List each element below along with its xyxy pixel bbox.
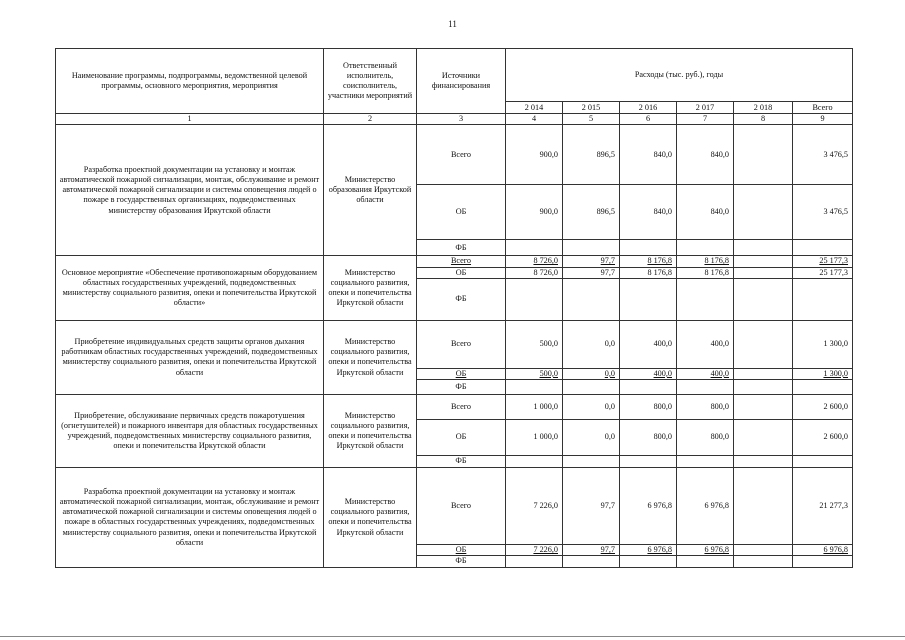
value-cell xyxy=(677,380,734,395)
value-cell: 1 300,0 xyxy=(793,368,853,379)
value-cell xyxy=(793,278,853,320)
value-cell: 800,0 xyxy=(677,420,734,456)
value-cell xyxy=(620,380,677,395)
column-number: 9 xyxy=(793,114,853,125)
value-cell: 2 600,0 xyxy=(793,395,853,420)
value-cell: 840,0 xyxy=(677,125,734,185)
header-year: 2 015 xyxy=(563,102,620,114)
value-cell xyxy=(734,320,793,368)
finance-source: ОБ xyxy=(417,267,506,278)
value-cell xyxy=(734,185,793,240)
page-number: 11 xyxy=(448,19,457,29)
column-number: 1 xyxy=(56,114,324,125)
value-cell xyxy=(506,556,563,567)
value-cell: 1 000,0 xyxy=(506,395,563,420)
value-cell: 6 976,8 xyxy=(793,545,853,556)
program-name: Разработка проектной документации на установку и монтаж автоматической пожарной сигнализации, монтаж, обслуживание и ремонт автоматической пожарной сигнализации и системы оповещения людей о пожаре в государственных организациях, подведомственных министерству образования Иркутской области xyxy=(56,125,324,256)
value-cell: 500,0 xyxy=(506,368,563,379)
value-cell xyxy=(620,278,677,320)
value-cell: 7 226,0 xyxy=(506,468,563,545)
column-number: 6 xyxy=(620,114,677,125)
value-cell: 800,0 xyxy=(620,395,677,420)
finance-source: ОБ xyxy=(417,185,506,240)
column-number: 7 xyxy=(677,114,734,125)
value-cell: 1 300,0 xyxy=(793,320,853,368)
value-cell: 21 277,3 xyxy=(793,468,853,545)
finance-source: ФБ xyxy=(417,380,506,395)
value-cell: 800,0 xyxy=(677,395,734,420)
value-cell xyxy=(734,278,793,320)
value-cell xyxy=(563,556,620,567)
value-cell xyxy=(563,456,620,468)
header-name: Наименование программы, подпрограммы, ведомственной целевой программы, основного мероприятия, мероприятия xyxy=(56,49,324,114)
value-cell: 7 226,0 xyxy=(506,545,563,556)
value-cell xyxy=(677,278,734,320)
value-cell: 500,0 xyxy=(506,320,563,368)
finance-source: ОБ xyxy=(417,420,506,456)
table-row xyxy=(56,468,853,545)
table-row xyxy=(56,125,853,185)
finance-source: ОБ xyxy=(417,545,506,556)
column-number: 5 xyxy=(563,114,620,125)
value-cell: 8 176,8 xyxy=(677,267,734,278)
header-source: Источники финансирования xyxy=(417,49,506,114)
header-year: 2 016 xyxy=(620,102,677,114)
value-cell xyxy=(734,267,793,278)
value-cell xyxy=(734,395,793,420)
responsible-executor: Министерство образования Иркутской области xyxy=(324,125,417,256)
value-cell: 97,7 xyxy=(563,256,620,267)
value-cell xyxy=(793,240,853,256)
value-cell xyxy=(793,380,853,395)
header-expenses: Расходы (тыс. руб.), годы xyxy=(506,49,853,102)
value-cell: 896,5 xyxy=(563,185,620,240)
value-cell xyxy=(793,456,853,468)
value-cell xyxy=(734,456,793,468)
value-cell xyxy=(620,556,677,567)
value-cell xyxy=(677,456,734,468)
value-cell: 97,7 xyxy=(563,545,620,556)
value-cell: 6 976,8 xyxy=(620,545,677,556)
value-cell: 97,7 xyxy=(563,468,620,545)
value-cell xyxy=(734,556,793,567)
value-cell xyxy=(620,240,677,256)
table-row xyxy=(56,320,853,368)
finance-source: ФБ xyxy=(417,556,506,567)
header-responsible: Ответственный исполнитель, соисполнитель, участники мероприятий xyxy=(324,49,417,114)
value-cell: 2 600,0 xyxy=(793,420,853,456)
value-cell: 6 976,8 xyxy=(677,468,734,545)
value-cell: 400,0 xyxy=(620,320,677,368)
header-year: 2 014 xyxy=(506,102,563,114)
program-name: Разработка проектной документации на установку и монтаж автоматической пожарной сигнализации, монтаж, обслуживание и ремонт автоматической пожарной сигнализации и системы оповещения людей о пожаре в областных государственных учреждениях, подведомственных министерству социального развития, опеки и попечительства Иркутской области xyxy=(56,468,324,568)
value-cell xyxy=(734,545,793,556)
program-name: Приобретение индивидуальных средств защиты органов дыхания работникам областных государственных учреждений, подведомственных министерству социального развития, опеки и попечительства Иркутской области xyxy=(56,320,324,394)
page-bottom-border xyxy=(0,636,905,637)
responsible-executor: Министерство социального развития, опеки и попечительства Иркутской области xyxy=(324,468,417,568)
expenses-table xyxy=(55,48,853,568)
value-cell xyxy=(734,125,793,185)
value-cell: 896,5 xyxy=(563,125,620,185)
value-cell: 3 476,5 xyxy=(793,125,853,185)
value-cell: 0,0 xyxy=(563,420,620,456)
finance-source: Всего xyxy=(417,468,506,545)
value-cell: 8 176,8 xyxy=(620,256,677,267)
value-cell xyxy=(677,240,734,256)
finance-source: ФБ xyxy=(417,278,506,320)
finance-source: ФБ xyxy=(417,240,506,256)
value-cell: 400,0 xyxy=(677,320,734,368)
value-cell: 900,0 xyxy=(506,125,563,185)
value-cell xyxy=(793,556,853,567)
value-cell xyxy=(734,256,793,267)
responsible-executor: Министерство социального развития, опеки и попечительства Иркутской области xyxy=(324,320,417,394)
table-row xyxy=(56,256,853,267)
finance-source: ОБ xyxy=(417,368,506,379)
header-year: 2 018 xyxy=(734,102,793,114)
column-number: 3 xyxy=(417,114,506,125)
value-cell: 400,0 xyxy=(620,368,677,379)
value-cell: 8 176,8 xyxy=(677,256,734,267)
value-cell: 3 476,5 xyxy=(793,185,853,240)
responsible-executor: Министерство социального развития, опеки и попечительства Иркутской области xyxy=(324,256,417,321)
value-cell xyxy=(563,240,620,256)
value-cell: 800,0 xyxy=(620,420,677,456)
value-cell xyxy=(620,456,677,468)
value-cell: 97,7 xyxy=(563,267,620,278)
value-cell: 400,0 xyxy=(677,368,734,379)
header-year: 2 017 xyxy=(677,102,734,114)
value-cell: 25 177,3 xyxy=(793,267,853,278)
value-cell xyxy=(506,380,563,395)
value-cell: 8 726,0 xyxy=(506,267,563,278)
finance-source: ФБ xyxy=(417,456,506,468)
column-number: 8 xyxy=(734,114,793,125)
finance-source: Всего xyxy=(417,125,506,185)
value-cell: 0,0 xyxy=(563,395,620,420)
value-cell: 840,0 xyxy=(620,185,677,240)
finance-source: Всего xyxy=(417,395,506,420)
value-cell xyxy=(563,278,620,320)
value-cell xyxy=(563,380,620,395)
value-cell: 840,0 xyxy=(620,125,677,185)
column-number: 4 xyxy=(506,114,563,125)
value-cell xyxy=(506,456,563,468)
value-cell: 8 176,8 xyxy=(620,267,677,278)
value-cell: 840,0 xyxy=(677,185,734,240)
value-cell: 25 177,3 xyxy=(793,256,853,267)
program-name: Приобретение, обслуживание первичных средств пожаротушения (огнетушителей) и пожарного инвентаря для областных государственных учреждений, подведомственных министерству социального развития, опеки и попечительства Иркутской области xyxy=(56,395,324,468)
value-cell: 0,0 xyxy=(563,320,620,368)
finance-source: Всего xyxy=(417,256,506,267)
table-row xyxy=(56,395,853,420)
header-total: Всего xyxy=(793,102,853,114)
value-cell xyxy=(506,278,563,320)
value-cell xyxy=(734,420,793,456)
value-cell: 6 976,8 xyxy=(677,545,734,556)
value-cell xyxy=(734,380,793,395)
value-cell xyxy=(734,240,793,256)
value-cell xyxy=(734,468,793,545)
value-cell: 6 976,8 xyxy=(620,468,677,545)
program-name: Основное мероприятие «Обеспечение противопожарным оборудованием областных государственных учреждений, подведомственных министерству социального развития, опеки и попечительства Иркутской области» xyxy=(56,256,324,321)
value-cell xyxy=(734,368,793,379)
finance-source: Всего xyxy=(417,320,506,368)
value-cell: 1 000,0 xyxy=(506,420,563,456)
value-cell xyxy=(506,240,563,256)
value-cell: 0,0 xyxy=(563,368,620,379)
value-cell xyxy=(677,556,734,567)
column-number: 2 xyxy=(324,114,417,125)
responsible-executor: Министерство социального развития, опеки и попечительства Иркутской области xyxy=(324,395,417,468)
value-cell: 900,0 xyxy=(506,185,563,240)
value-cell: 8 726,0 xyxy=(506,256,563,267)
